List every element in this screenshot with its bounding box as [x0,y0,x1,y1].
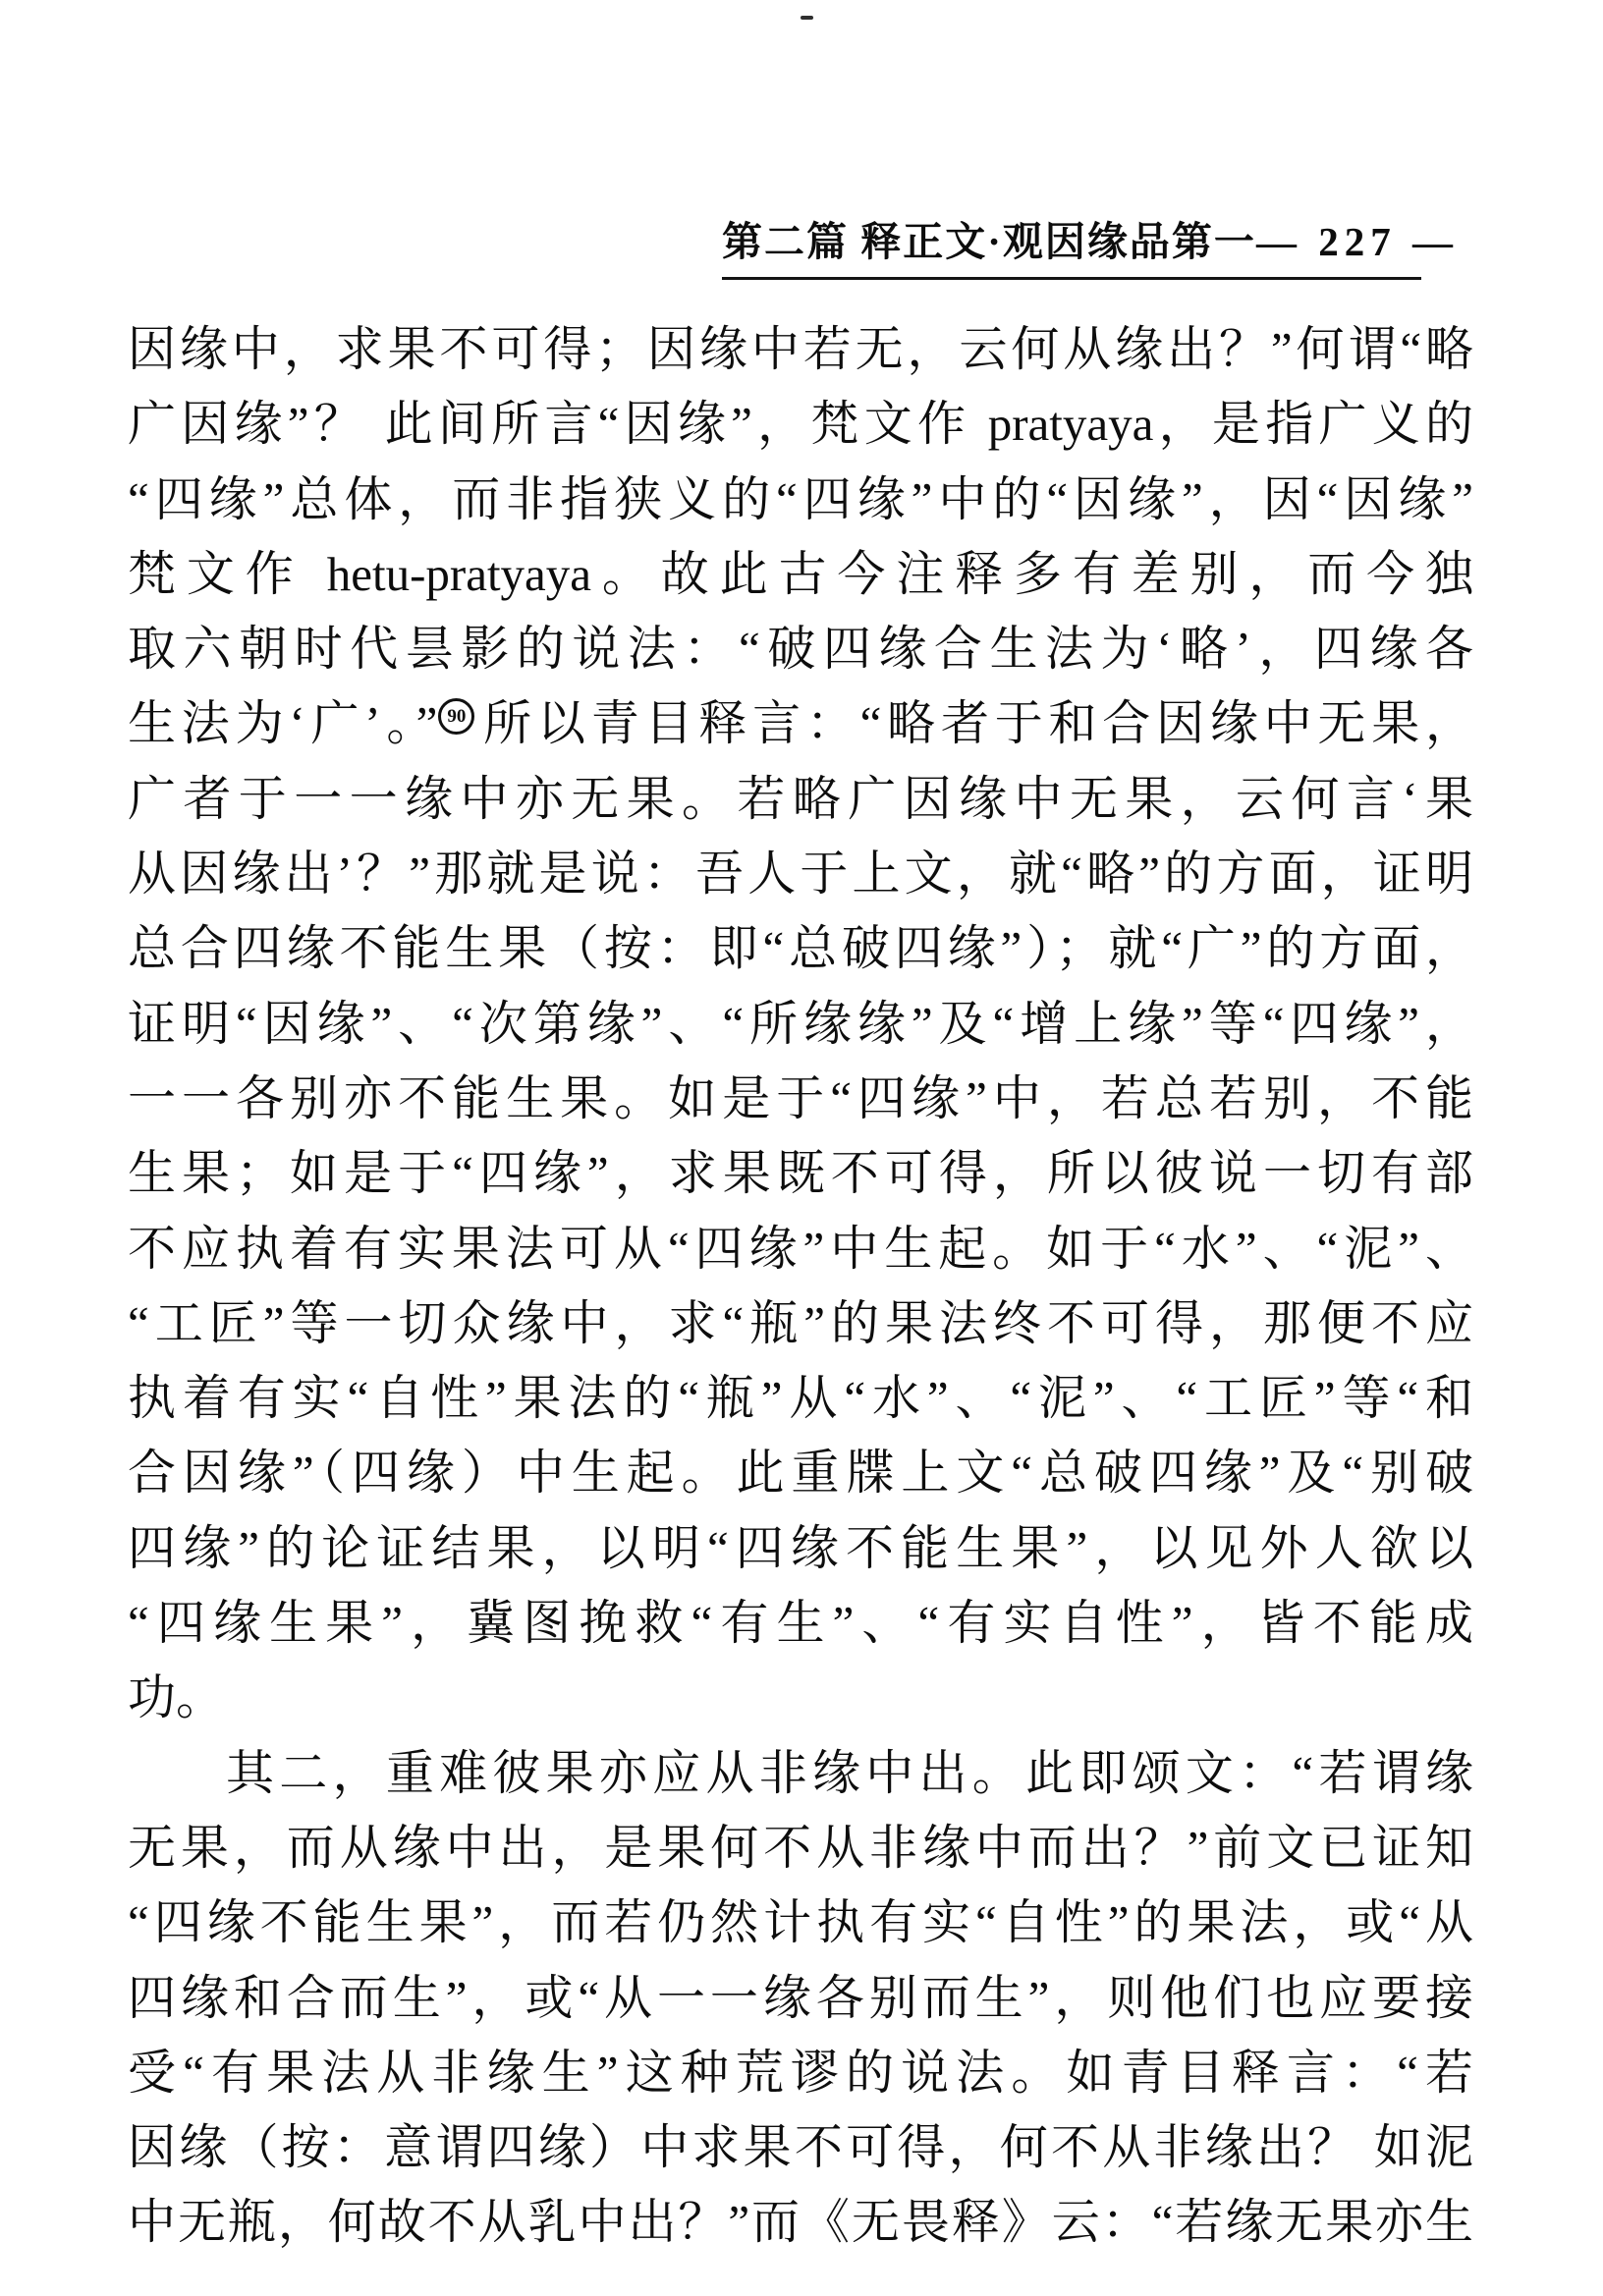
line-text: 中无瓶，何故不从乳中出？”而《无畏释》云：“若缘无果亦生 [128,2195,1473,2250]
text-line [128,1811,1473,1886]
line-text: 功。 [128,1670,225,1725]
text-line [128,2036,1473,2110]
text-line [128,762,1473,837]
text-line [128,1361,1473,1436]
line-text: 生果；如是于“四缘”，求果既不可得，所以彼说一切有部 [128,1146,1473,1201]
line-text: 四缘”的论证结果，以明“四缘不能生果”，以见外人欲以 [128,1520,1473,1575]
text-line [128,387,1473,462]
line-text: “四缘生果”，冀图挽救“有生”、“有实自性”，皆不能成 [128,1596,1473,1651]
line-text: 执着有实“自性”果法的“瓶”从“水”、“泥”、“工匠”等“和 [128,1371,1474,1426]
text-line [128,1212,1473,1286]
text-line [128,1586,1473,1661]
page-number: — 227 — [1255,219,1459,264]
line-text: 无果，而从缘中出，是果何不从非缘中而出？”前文已证知 [128,1820,1473,1875]
running-head [722,209,1459,280]
line-text: 从因缘出’？”那就是说：吾人于上文，就“略”的方面，证明 [128,847,1473,902]
line-text: 不应执着有实果法可从“四缘”中生起。如于“水”、“泥”、 [128,1221,1473,1276]
text-line [128,1961,1473,2036]
line-text: 因缘（按：意谓四缘）中求果不可得，何不从非缘出？ 如泥 [128,2120,1473,2175]
line-text: 其二，重难彼果亦应从非缘中出。此即颂文：“若谓缘 [226,1745,1473,1800]
text-line [128,463,1473,537]
line-text: 广者于一一缘中亦无果。若略广因缘中无果，云何言‘果 [128,771,1473,826]
line-text: 生法为‘广’。” [128,696,438,751]
line-text: “四缘不能生果”，而若仍然计执有实“自性”的果法，或“从 [128,1895,1473,1950]
text-line [128,2185,1473,2260]
scan-artifact [801,16,813,20]
line-text: 一一各别亦不能生果。如是于“四缘”中，若总若别，不能 [128,1070,1473,1125]
text-line [128,537,1473,612]
text-line [128,1661,1473,1735]
chapter-title: 第二篇 释正文·观因缘品第一 [722,219,1256,264]
text-line [128,2110,1473,2185]
text-line [128,911,1473,986]
line-text: 梵文作 hetu-pratyaya。故此古今注释多有差别，而今独 [128,546,1473,601]
text-line [128,1886,1473,1960]
text-line [128,312,1473,387]
line-text: “工匠”等一切众缘中，求“瓶”的果法终不可得，那便不应 [128,1295,1473,1350]
text-line [128,686,1473,761]
text-line [128,1436,1473,1510]
text-line [128,1062,1473,1136]
text-line [128,837,1473,911]
line-text: 证明“因缘”、“次第缘”、“所缘缘”及“增上缘”等“四缘”， [128,996,1473,1051]
line-text: 因缘中，求果不可得；因缘中若无，云何从缘出？”何谓“略 [128,322,1473,376]
text-line [128,1736,1473,1811]
footnote-marker: 90 [438,698,474,735]
line-text-after: 所以青目释言：“略者于和合因缘中无果， [477,696,1474,751]
text-line [128,987,1473,1062]
line-text: 总合四缘不能生果（按：即“总破四缘”）；就“广”的方面， [128,921,1473,976]
line-text: “四缘”总体，而非指狭义的“四缘”中的“因缘”，因“因缘” [128,471,1473,526]
line-text: 合因缘”（四缘）中生起。此重牒上文“总破四缘”及“别破 [128,1446,1473,1501]
line-text: 四缘和合而生”，或“从一一缘各别而生”，则他们也应要接 [128,1970,1473,2025]
body-text [128,312,1473,2261]
text-line [128,1136,1473,1211]
text-line [128,1511,1473,1586]
line-text: 受“有果法从非缘生”这种荒谬的说法。如青目释言：“若 [128,2045,1473,2100]
line-text: 取六朝时代昙影的说法：“破四缘合生法为‘略’，四缘各 [128,622,1473,677]
line-text: 广因缘”？ 此间所言“因缘”，梵文作 pratyaya，是指广义的 [128,397,1473,452]
text-line [128,612,1473,686]
text-line [128,1286,1473,1361]
